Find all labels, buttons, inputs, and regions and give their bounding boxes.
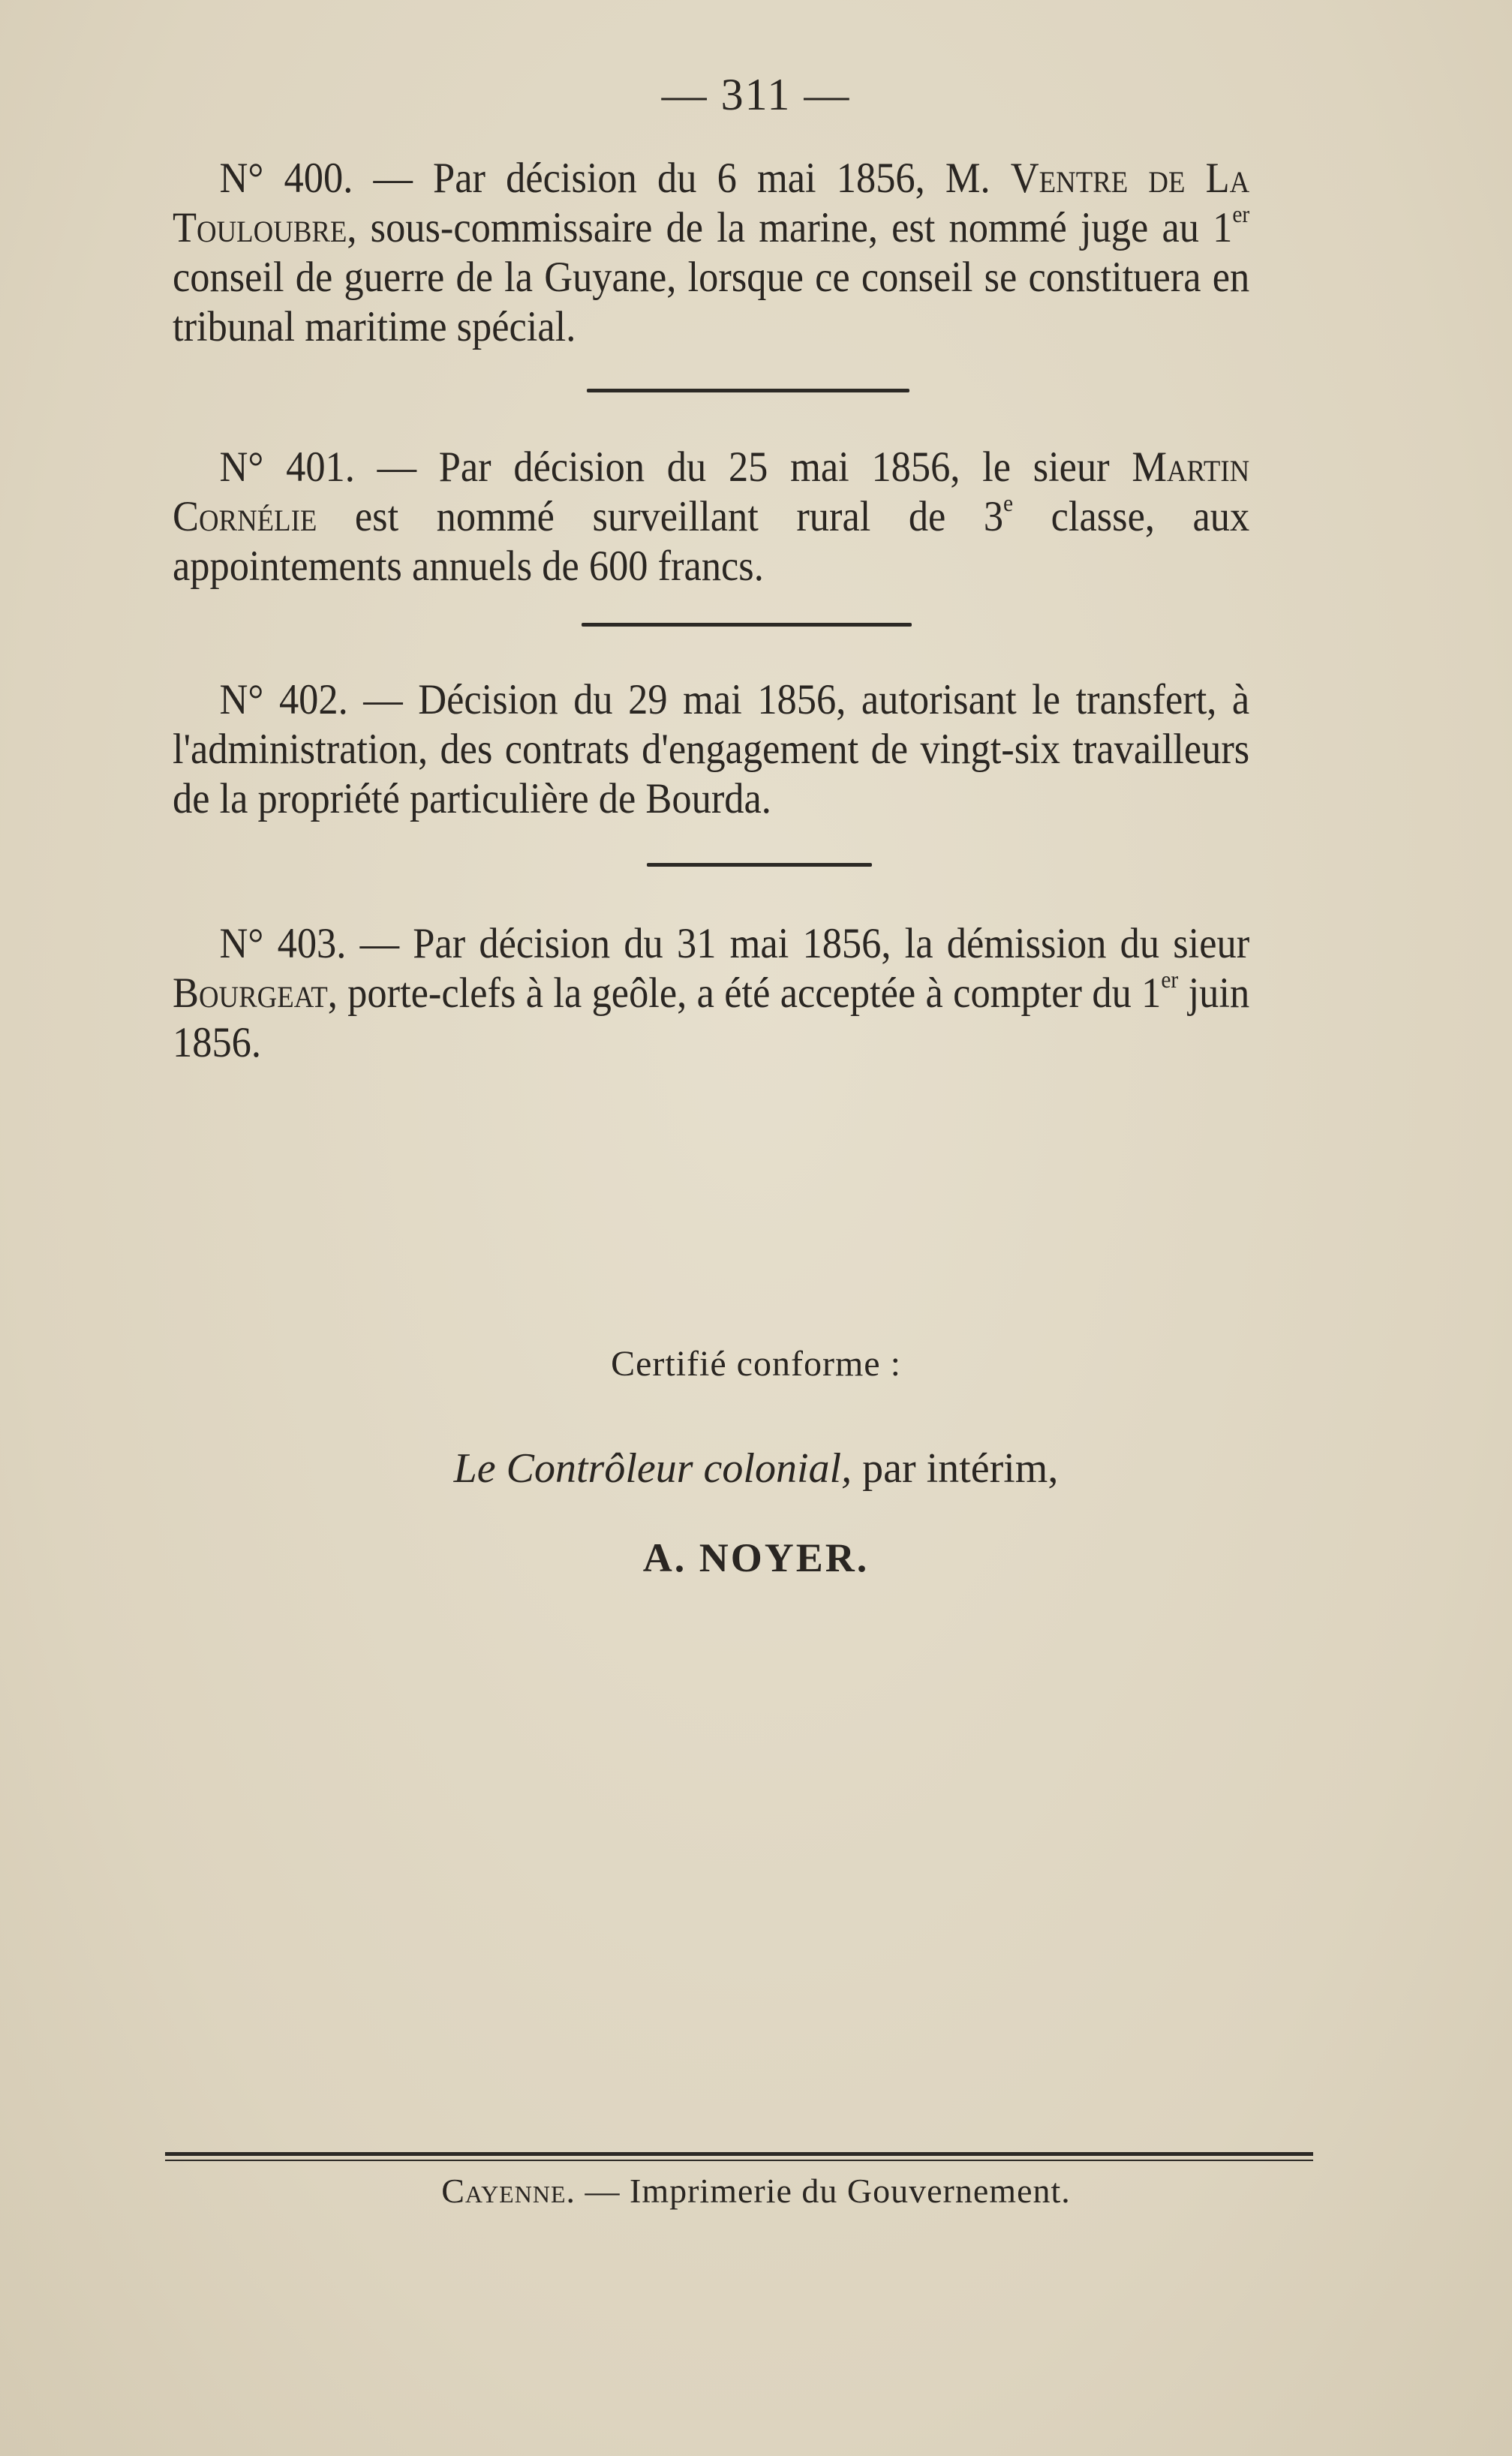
separator-rule <box>647 863 872 867</box>
imprint-text: — Imprimerie du Gouvernement. <box>576 2172 1071 2210</box>
entry-number: N° 400. <box>219 155 353 202</box>
entry-text: — Par décision du 25 mai 1856, le sieur <box>354 443 1132 491</box>
certification-label: Certifié conforme : <box>611 1344 901 1384</box>
entry-402 <box>173 675 1249 824</box>
entry-text: , porte-clefs à la geôle, a été acceptée à compter du 1 <box>327 969 1162 1017</box>
signer-name: A. NOYER. <box>642 1535 870 1580</box>
entry-number: N° 401. <box>219 443 355 491</box>
ordinal-suffix: er <box>1161 966 1179 993</box>
separator-rule <box>587 389 909 392</box>
entry-text: — Décision du 29 mai 1856, autorisant le transfert, à l'administration, des contrats d'engagement de vingt-six travailleurs de la propriété particulière de Bourda. <box>173 676 1250 822</box>
entry-401 <box>173 443 1249 591</box>
imprint-city: Cayenne. <box>441 2172 576 2210</box>
footer-rule <box>165 2152 1313 2156</box>
entry-text: est nommé surveillant rural de 3 <box>317 493 1004 540</box>
entry-text: — Par décision du 31 mai 1856, la démission du sieur <box>346 920 1250 967</box>
entry-number: N° 402. <box>219 676 348 723</box>
entry-text: juin 1856. <box>173 969 1250 1066</box>
entry-text: — Par décision du 6 mai 1856, M. <box>353 155 1011 202</box>
role-title: Le Contrôleur colonial, <box>453 1445 852 1492</box>
entry-text: classe, aux appointements annuels de 600 francs. <box>173 493 1250 590</box>
ordinal-suffix: er <box>1232 200 1250 227</box>
entry-400 <box>173 154 1249 352</box>
entry-number: N° 403. <box>219 920 347 967</box>
person-name: Bourgeat <box>173 969 328 1017</box>
separator-rule <box>582 623 912 627</box>
page-number: — 311 — <box>661 70 851 119</box>
entry-text: conseil de guerre de la Guyane, lorsque ce conseil se constituera en tribunal maritime spécial. <box>173 254 1250 350</box>
role-qualifier: par intérim, <box>852 1445 1059 1492</box>
person-name: Ventre de La Touloubre <box>173 155 1250 251</box>
footer-rule-thin <box>165 2160 1313 2161</box>
entry-text: , sous-commissaire de la marine, est nommé juge au 1 <box>347 204 1233 251</box>
ordinal-suffix: e <box>1003 489 1014 516</box>
entry-403 <box>173 919 1249 1068</box>
signatory-role <box>0 1444 1512 1493</box>
person-name: Martin Cornélie <box>173 443 1250 540</box>
printer-imprint <box>0 2171 1512 2211</box>
